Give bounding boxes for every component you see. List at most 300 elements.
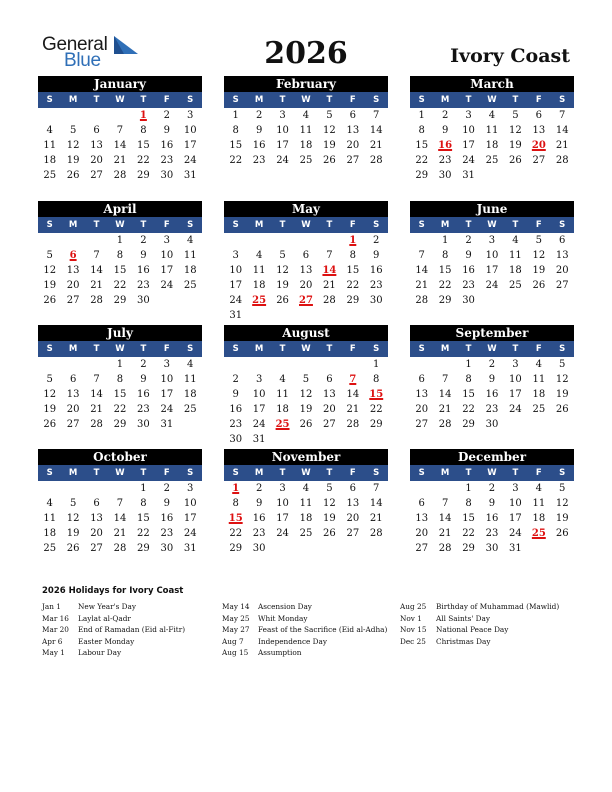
weekday-label: M bbox=[68, 220, 78, 230]
week-row bbox=[410, 481, 574, 496]
day-cell: 6 bbox=[302, 250, 310, 261]
day-cell bbox=[551, 541, 574, 556]
holiday-day-cell: 27 bbox=[299, 295, 313, 306]
holiday-date: Nov 1 bbox=[400, 613, 422, 623]
month-name: May bbox=[224, 201, 388, 217]
day-cell: 11 bbox=[299, 498, 313, 509]
day-cell: 7 bbox=[559, 110, 566, 121]
week-row bbox=[410, 153, 574, 168]
week-row bbox=[38, 108, 202, 123]
day-cell: 25 bbox=[485, 155, 499, 166]
day-cell: 16 bbox=[462, 265, 475, 276]
holiday-item bbox=[222, 637, 387, 649]
day-cell: 4 bbox=[255, 250, 263, 261]
day-cell: 20 bbox=[555, 265, 569, 276]
holiday-name: New Year's Day bbox=[78, 602, 137, 611]
day-cell bbox=[341, 308, 364, 323]
holiday-date: Aug 25 bbox=[400, 602, 427, 611]
day-cell: 2 bbox=[163, 483, 170, 494]
week-row bbox=[224, 511, 388, 526]
weekday-label: W bbox=[115, 344, 125, 354]
weekday-label: S bbox=[46, 95, 53, 105]
holiday-date: Aug 15 bbox=[222, 648, 249, 657]
holiday-name: Laylat al-Qadr bbox=[78, 613, 131, 623]
weekday-label: W bbox=[115, 220, 125, 230]
day-cell: 3 bbox=[279, 110, 286, 121]
week-row bbox=[38, 481, 202, 496]
day-cell: 4 bbox=[46, 498, 53, 509]
week-row bbox=[38, 387, 202, 402]
weekday-label: M bbox=[254, 344, 264, 354]
day-cell bbox=[271, 357, 294, 372]
weekday-label: M bbox=[68, 468, 78, 478]
weekday-label: T bbox=[93, 220, 100, 230]
day-cell bbox=[155, 293, 178, 308]
week-row bbox=[410, 541, 574, 556]
weekday-label: T bbox=[140, 95, 147, 105]
day-cell: 10 bbox=[252, 389, 266, 400]
week-row bbox=[224, 138, 388, 153]
day-cell: 26 bbox=[43, 295, 57, 306]
holiday-item bbox=[42, 648, 185, 660]
week-row bbox=[224, 308, 388, 323]
week-row bbox=[224, 402, 388, 417]
week-row bbox=[38, 153, 202, 168]
weekday-label: W bbox=[301, 344, 311, 354]
page-title-year: 2026 bbox=[264, 36, 348, 71]
day-cell: 26 bbox=[532, 280, 546, 291]
day-cell: 3 bbox=[279, 483, 286, 494]
day-cell: 7 bbox=[93, 250, 100, 261]
day-cell: 30 bbox=[160, 170, 174, 181]
month-name: July bbox=[38, 325, 202, 341]
holiday-item bbox=[42, 625, 185, 637]
weekday-label: S bbox=[418, 220, 425, 230]
weekday-label: T bbox=[140, 344, 147, 354]
holiday-day-cell: 1 bbox=[232, 483, 240, 494]
day-cell: 19 bbox=[555, 389, 569, 400]
weekday-label: S bbox=[187, 220, 194, 230]
day-cell: 3 bbox=[232, 250, 239, 261]
weekday-header bbox=[410, 92, 574, 108]
day-cell: 17 bbox=[229, 280, 243, 291]
day-cell bbox=[480, 293, 503, 308]
weekday-label: W bbox=[301, 220, 311, 230]
day-cell: 7 bbox=[373, 483, 380, 494]
day-cell: 28 bbox=[113, 170, 127, 181]
weekday-label: T bbox=[279, 220, 286, 230]
day-cell: 16 bbox=[160, 513, 174, 524]
day-cell: 16 bbox=[137, 389, 150, 400]
day-cell: 17 bbox=[485, 265, 499, 276]
month-january bbox=[38, 76, 202, 183]
day-cell: 29 bbox=[462, 543, 475, 554]
day-cell bbox=[108, 108, 131, 123]
weekday-label: S bbox=[559, 468, 566, 478]
day-cell: 27 bbox=[346, 155, 360, 166]
day-cell: 24 bbox=[276, 528, 289, 539]
day-cell: 18 bbox=[532, 389, 546, 400]
day-cell: 25 bbox=[532, 404, 546, 415]
weekday-label: W bbox=[115, 95, 125, 105]
holiday-day-cell: 14 bbox=[322, 265, 337, 276]
day-cell: 12 bbox=[299, 389, 313, 400]
day-cell: 15 bbox=[438, 265, 452, 276]
day-cell bbox=[365, 432, 388, 447]
day-cell: 11 bbox=[252, 265, 266, 276]
day-cell: 25 bbox=[299, 528, 313, 539]
weekday-label: S bbox=[559, 95, 566, 105]
day-cell bbox=[271, 308, 294, 323]
day-cell bbox=[341, 432, 364, 447]
weekday-label: T bbox=[465, 95, 472, 105]
day-cell: 23 bbox=[160, 528, 174, 539]
day-cell: 5 bbox=[326, 483, 333, 494]
day-cell: 17 bbox=[160, 265, 174, 276]
weekday-label: F bbox=[349, 95, 356, 105]
day-cell: 13 bbox=[299, 265, 313, 276]
holiday-item bbox=[42, 602, 185, 614]
weekday-label: W bbox=[301, 95, 311, 105]
day-cell: 10 bbox=[276, 498, 289, 509]
day-cell bbox=[247, 233, 270, 248]
weekday-label: W bbox=[487, 468, 497, 478]
day-cell: 5 bbox=[46, 250, 53, 261]
day-cell: 8 bbox=[140, 498, 147, 509]
day-cell: 18 bbox=[299, 513, 313, 524]
month-october bbox=[38, 449, 202, 556]
weekday-label: T bbox=[465, 344, 472, 354]
day-cell: 5 bbox=[512, 110, 519, 121]
weekday-label: W bbox=[487, 344, 497, 354]
weekday-label: S bbox=[232, 468, 239, 478]
day-cell: 19 bbox=[66, 155, 80, 166]
day-cell: 8 bbox=[465, 498, 472, 509]
day-cell: 1 bbox=[140, 483, 147, 494]
day-cell: 13 bbox=[66, 265, 80, 276]
day-cell: 28 bbox=[90, 295, 103, 306]
day-cell: 31 bbox=[160, 419, 174, 430]
day-cell: 27 bbox=[66, 419, 80, 430]
day-cell: 24 bbox=[509, 404, 522, 415]
day-cell: 4 bbox=[302, 110, 310, 121]
week-row bbox=[224, 541, 388, 556]
holiday-date: Mar 20 bbox=[42, 625, 69, 634]
month-name: February bbox=[224, 76, 388, 92]
day-cell: 21 bbox=[323, 280, 336, 291]
day-cell: 12 bbox=[555, 374, 569, 385]
day-cell bbox=[433, 481, 456, 496]
weekday-label: F bbox=[163, 220, 170, 230]
weekday-label: S bbox=[559, 220, 566, 230]
week-row bbox=[224, 233, 388, 248]
holiday-name: All Saints' Day bbox=[436, 613, 490, 623]
day-cell: 12 bbox=[555, 498, 569, 509]
weekday-label: F bbox=[163, 95, 170, 105]
day-cell: 5 bbox=[535, 235, 542, 246]
day-cell: 21 bbox=[90, 280, 103, 291]
day-cell: 9 bbox=[373, 250, 380, 261]
holiday-day-cell: 25 bbox=[531, 528, 546, 539]
holiday-item bbox=[400, 614, 559, 626]
day-cell: 31 bbox=[509, 543, 522, 554]
day-cell bbox=[504, 417, 527, 432]
week-row bbox=[224, 387, 388, 402]
day-cell: 16 bbox=[485, 389, 499, 400]
weekday-label: S bbox=[373, 95, 380, 105]
day-cell: 25 bbox=[509, 280, 522, 291]
day-cell bbox=[38, 108, 61, 123]
weekday-label: T bbox=[140, 468, 147, 478]
day-cell: 24 bbox=[509, 528, 522, 539]
day-cell: 14 bbox=[555, 125, 569, 136]
holiday-date: Dec 25 bbox=[400, 636, 426, 646]
day-cell: 29 bbox=[369, 419, 383, 430]
day-cell: 14 bbox=[113, 513, 127, 524]
day-cell bbox=[365, 541, 388, 556]
day-cell: 14 bbox=[113, 140, 127, 151]
day-cell: 29 bbox=[346, 295, 360, 306]
day-cell: 11 bbox=[299, 125, 313, 136]
day-cell: 12 bbox=[43, 265, 57, 276]
day-cell: 16 bbox=[485, 513, 499, 524]
day-cell: 3 bbox=[255, 374, 263, 385]
day-cell: 14 bbox=[438, 513, 452, 524]
weekday-label: F bbox=[163, 344, 170, 354]
day-cell: 22 bbox=[229, 155, 243, 166]
day-cell: 3 bbox=[163, 235, 170, 246]
day-cell: 4 bbox=[46, 125, 53, 136]
day-cell bbox=[551, 168, 574, 183]
day-cell: 11 bbox=[276, 389, 289, 400]
day-cell: 8 bbox=[441, 250, 449, 261]
holiday-item bbox=[42, 637, 185, 649]
day-cell: 18 bbox=[485, 140, 499, 151]
day-cell: 8 bbox=[349, 250, 356, 261]
day-cell: 11 bbox=[509, 250, 522, 261]
weekday-label: F bbox=[535, 95, 542, 105]
weekday-label: S bbox=[46, 468, 53, 478]
day-cell: 19 bbox=[299, 404, 313, 415]
day-cell: 6 bbox=[326, 374, 333, 385]
day-cell: 11 bbox=[532, 498, 546, 509]
day-cell: 5 bbox=[46, 374, 53, 385]
day-cell: 29 bbox=[137, 170, 150, 181]
day-cell: 2 bbox=[441, 110, 449, 121]
week-row bbox=[38, 357, 202, 372]
day-cell: 1 bbox=[418, 110, 425, 121]
day-cell: 7 bbox=[116, 125, 124, 136]
day-cell: 19 bbox=[66, 528, 80, 539]
day-cell: 19 bbox=[276, 280, 289, 291]
day-cell: 3 bbox=[512, 483, 519, 494]
month-name: June bbox=[410, 201, 574, 217]
day-cell bbox=[294, 233, 317, 248]
weekday-label: T bbox=[326, 468, 333, 478]
day-cell: 1 bbox=[441, 235, 449, 246]
weekday-header bbox=[410, 341, 574, 357]
day-cell bbox=[179, 417, 202, 432]
day-cell: 1 bbox=[373, 359, 380, 370]
week-row bbox=[38, 138, 202, 153]
day-cell: 2 bbox=[488, 483, 496, 494]
day-cell: 26 bbox=[299, 419, 313, 430]
day-cell: 2 bbox=[140, 359, 147, 370]
day-cell: 26 bbox=[66, 170, 80, 181]
day-cell: 18 bbox=[276, 404, 289, 415]
day-cell: 29 bbox=[113, 419, 127, 430]
day-cell bbox=[341, 541, 364, 556]
week-row bbox=[410, 417, 574, 432]
day-cell: 14 bbox=[90, 265, 103, 276]
day-cell: 27 bbox=[415, 419, 429, 430]
week-row bbox=[410, 357, 574, 372]
day-cell: 28 bbox=[90, 419, 103, 430]
day-cell bbox=[224, 233, 247, 248]
day-cell: 19 bbox=[43, 280, 57, 291]
day-cell: 10 bbox=[160, 250, 174, 261]
day-cell bbox=[318, 308, 341, 323]
weekday-header bbox=[410, 465, 574, 481]
day-cell: 12 bbox=[509, 125, 522, 136]
day-cell: 8 bbox=[116, 374, 124, 385]
day-cell: 16 bbox=[252, 140, 266, 151]
day-cell: 25 bbox=[299, 155, 313, 166]
day-cell bbox=[85, 108, 108, 123]
day-cell: 8 bbox=[140, 125, 147, 136]
day-cell: 15 bbox=[462, 513, 475, 524]
day-cell: 18 bbox=[183, 389, 197, 400]
week-row bbox=[410, 168, 574, 183]
day-cell: 13 bbox=[532, 125, 546, 136]
day-cell: 21 bbox=[555, 140, 569, 151]
holiday-date: May 1 bbox=[42, 648, 65, 657]
weekday-label: T bbox=[512, 95, 519, 105]
holiday-date: May 25 bbox=[222, 613, 250, 623]
weekday-label: F bbox=[535, 468, 542, 478]
weekday-label: T bbox=[465, 468, 472, 478]
day-cell: 17 bbox=[509, 513, 522, 524]
day-cell: 14 bbox=[90, 389, 103, 400]
weekday-label: S bbox=[418, 344, 425, 354]
week-row bbox=[410, 138, 574, 153]
holiday-name: Birthday of Muhammad (Mawlid) bbox=[436, 602, 560, 611]
weekday-label: S bbox=[187, 344, 194, 354]
day-cell bbox=[527, 541, 550, 556]
day-cell: 16 bbox=[229, 404, 243, 415]
day-cell: 6 bbox=[93, 498, 100, 509]
day-cell: 17 bbox=[276, 513, 289, 524]
day-cell: 8 bbox=[465, 374, 472, 385]
holiday-day-cell: 15 bbox=[369, 389, 384, 400]
day-cell: 25 bbox=[43, 170, 57, 181]
week-row bbox=[38, 248, 202, 263]
day-cell bbox=[410, 481, 433, 496]
day-cell: 10 bbox=[160, 374, 174, 385]
week-row bbox=[224, 248, 388, 263]
week-row bbox=[224, 357, 388, 372]
day-cell: 14 bbox=[438, 389, 452, 400]
day-cell bbox=[61, 481, 84, 496]
week-row bbox=[38, 293, 202, 308]
day-cell bbox=[318, 432, 341, 447]
week-row bbox=[38, 511, 202, 526]
day-cell: 18 bbox=[532, 513, 546, 524]
month-name: November bbox=[224, 449, 388, 465]
weekday-label: F bbox=[349, 468, 356, 478]
day-cell: 1 bbox=[465, 483, 472, 494]
holiday-day-cell: 6 bbox=[69, 250, 77, 261]
day-cell bbox=[294, 357, 317, 372]
day-cell: 25 bbox=[43, 543, 57, 554]
day-cell: 4 bbox=[187, 235, 194, 246]
holiday-item bbox=[222, 648, 387, 660]
day-cell: 10 bbox=[485, 250, 499, 261]
holiday-name: Easter Monday bbox=[78, 636, 135, 646]
day-cell: 15 bbox=[415, 140, 429, 151]
day-cell: 15 bbox=[113, 265, 127, 276]
day-cell: 10 bbox=[509, 374, 522, 385]
holiday-name: Assumption bbox=[258, 648, 302, 657]
day-cell bbox=[551, 417, 574, 432]
day-cell bbox=[433, 357, 456, 372]
holiday-column bbox=[400, 602, 559, 648]
day-cell: 4 bbox=[488, 110, 496, 121]
day-cell bbox=[38, 233, 61, 248]
day-cell: 7 bbox=[326, 250, 333, 261]
month-september bbox=[410, 325, 574, 432]
day-cell: 19 bbox=[532, 265, 546, 276]
weekday-label: S bbox=[187, 95, 194, 105]
week-row bbox=[410, 402, 574, 417]
day-cell: 15 bbox=[137, 140, 150, 151]
weekday-header bbox=[224, 92, 388, 108]
day-cell bbox=[527, 417, 550, 432]
holiday-day-cell: 25 bbox=[275, 419, 290, 430]
day-cell: 11 bbox=[183, 250, 197, 261]
holiday-date: May 14 bbox=[222, 602, 250, 611]
day-cell: 29 bbox=[113, 295, 127, 306]
day-cell: 20 bbox=[346, 140, 360, 151]
weekday-label: M bbox=[254, 220, 264, 230]
weekday-label: S bbox=[559, 344, 566, 354]
day-cell: 30 bbox=[485, 543, 499, 554]
day-cell: 15 bbox=[346, 265, 360, 276]
day-cell: 1 bbox=[465, 359, 472, 370]
day-cell: 13 bbox=[346, 125, 360, 136]
day-cell: 30 bbox=[229, 434, 243, 445]
week-row bbox=[224, 496, 388, 511]
day-cell: 10 bbox=[229, 265, 243, 276]
weekday-header bbox=[38, 465, 202, 481]
day-cell: 23 bbox=[462, 280, 475, 291]
day-cell: 29 bbox=[415, 170, 429, 181]
week-row bbox=[410, 293, 574, 308]
holiday-item bbox=[42, 614, 185, 626]
month-name: December bbox=[410, 449, 574, 465]
day-cell: 8 bbox=[232, 125, 239, 136]
day-cell: 21 bbox=[415, 280, 429, 291]
week-row bbox=[224, 123, 388, 138]
week-row bbox=[38, 123, 202, 138]
holiday-day-cell: 1 bbox=[349, 235, 357, 246]
day-cell: 21 bbox=[438, 528, 452, 539]
day-cell: 27 bbox=[323, 419, 336, 430]
day-cell: 20 bbox=[346, 513, 360, 524]
day-cell: 22 bbox=[369, 404, 383, 415]
day-cell: 28 bbox=[438, 543, 452, 554]
holiday-date: Nov 15 bbox=[400, 625, 427, 634]
